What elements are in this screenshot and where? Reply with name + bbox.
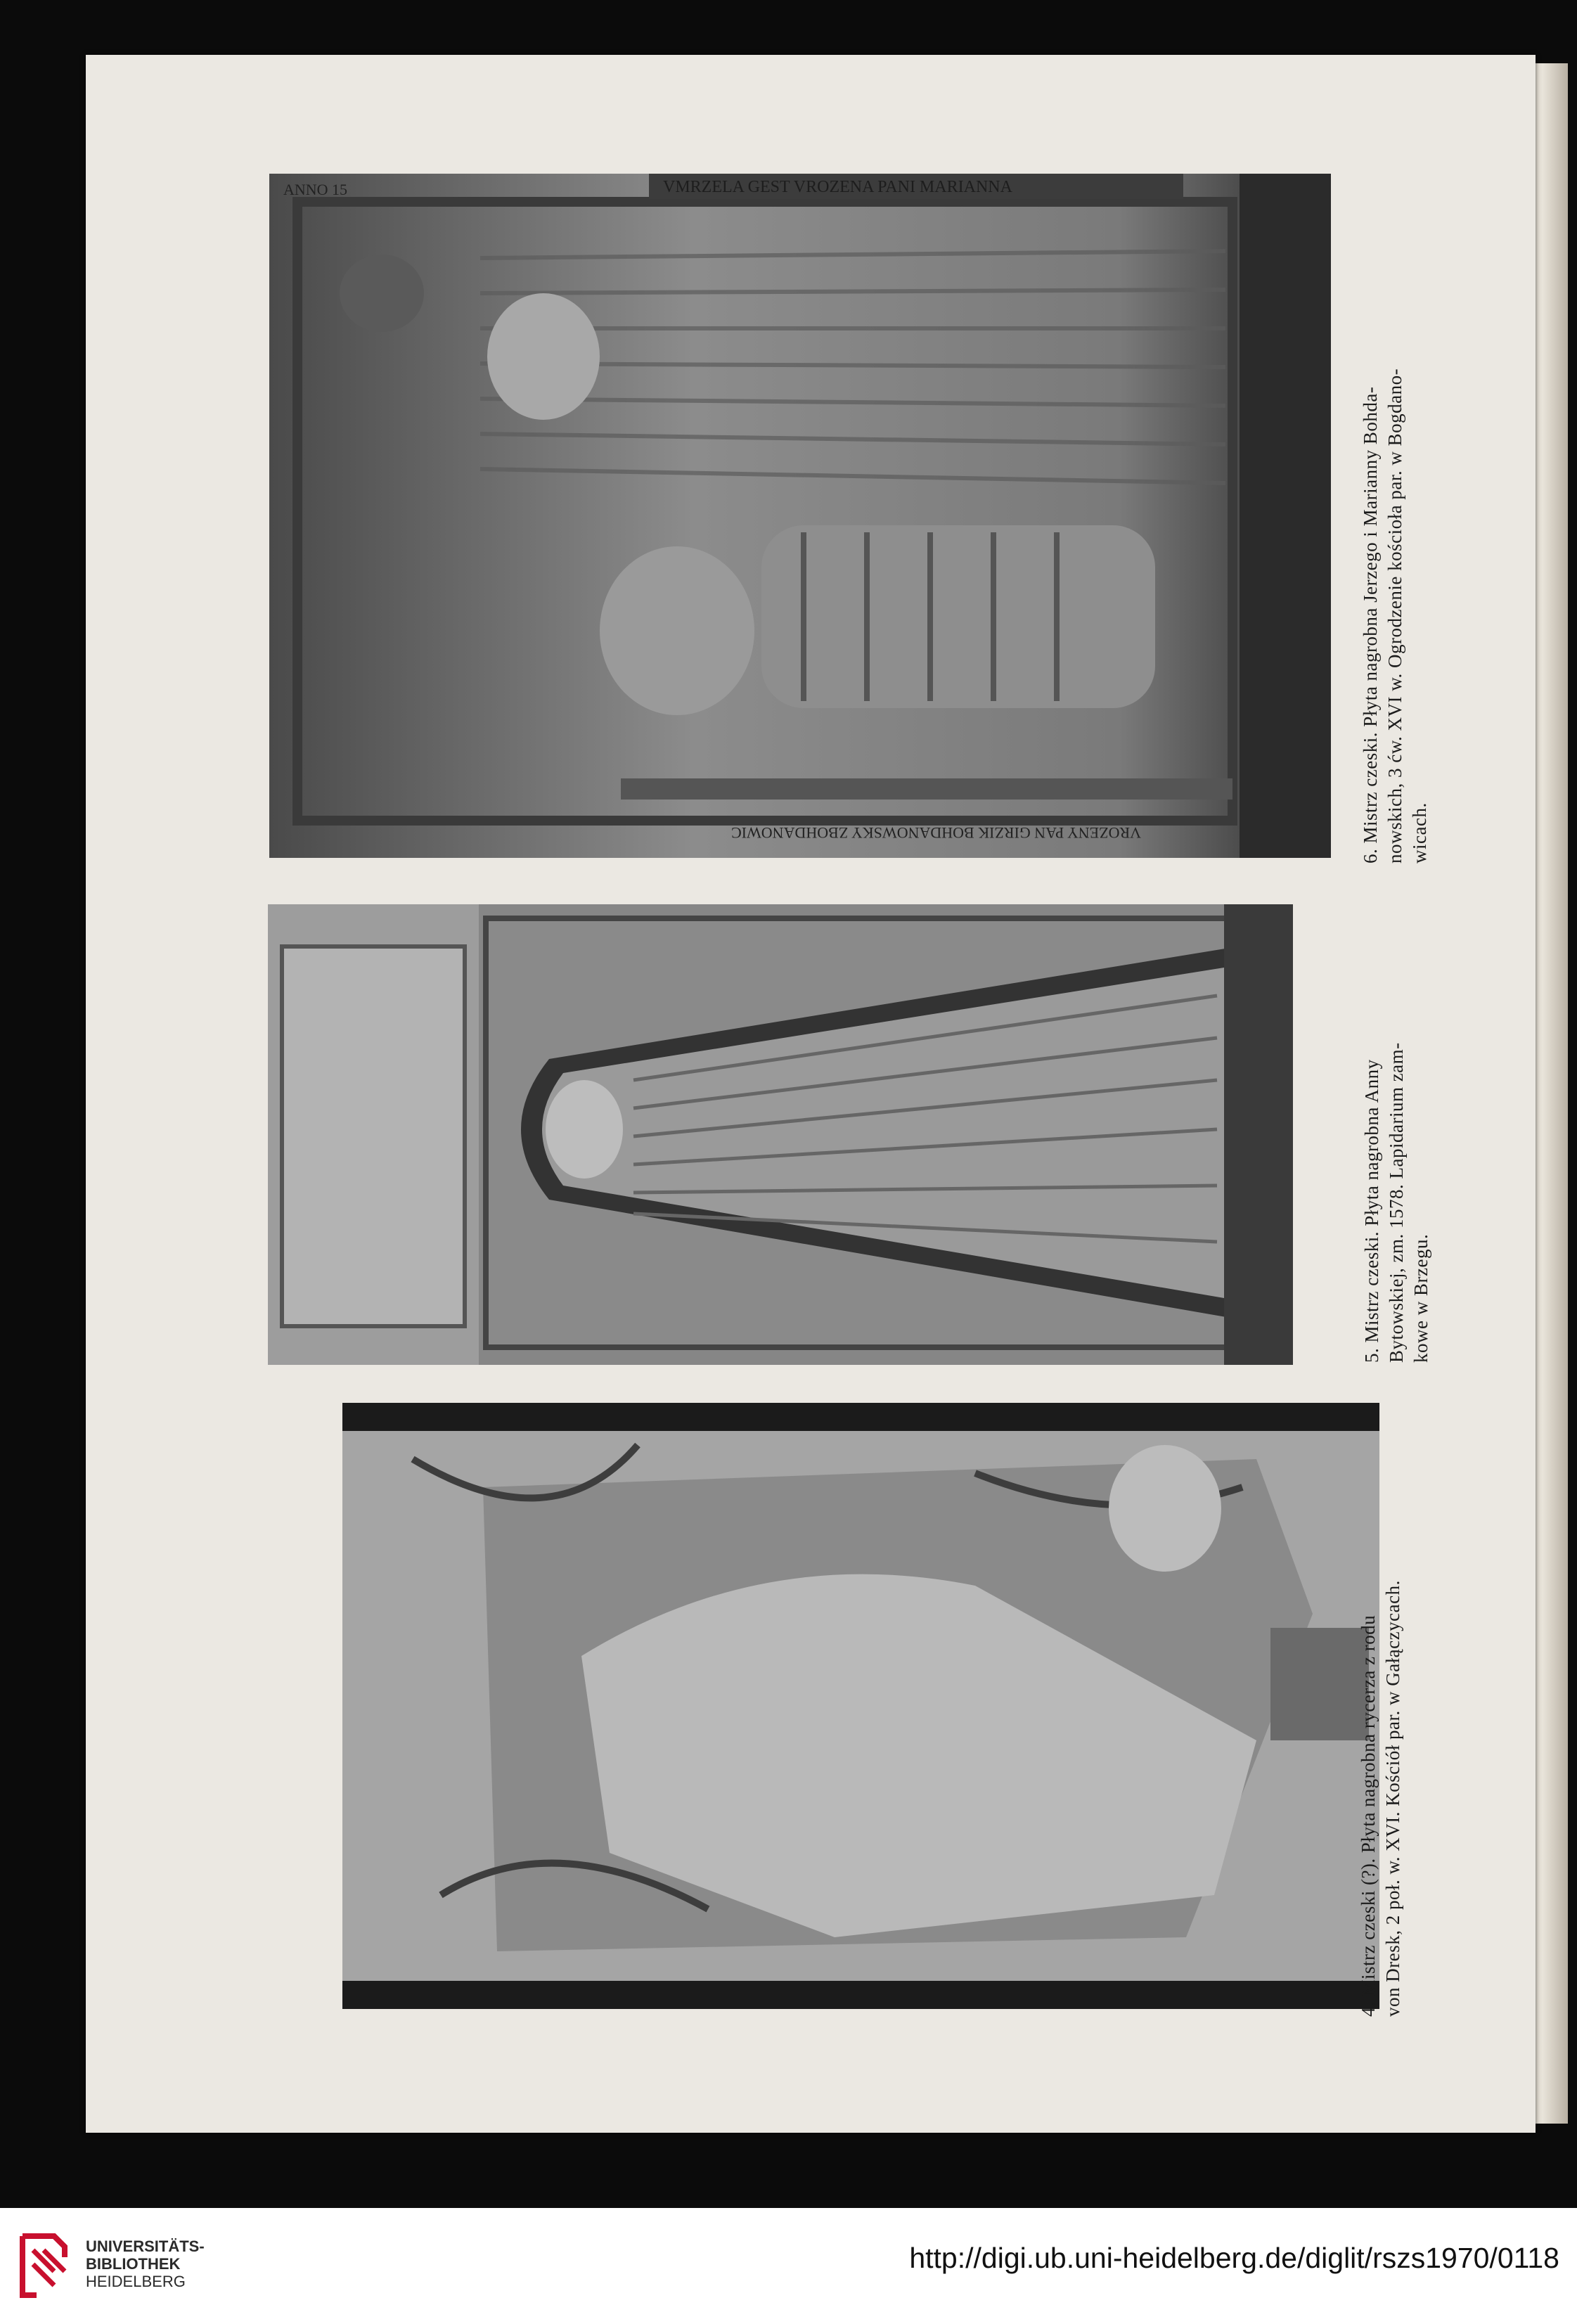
plate-4-tomb-slab-dresk [342, 1403, 1379, 2009]
plate-6-tomb-slab-bohdanowski [269, 174, 1331, 858]
caption-figure-5 [1360, 899, 1434, 1363]
caption-figure-6 [1358, 160, 1432, 864]
inscription-top: ANNO 15 [283, 181, 348, 198]
plate-5-tomb-slab-bytowska [268, 904, 1293, 1365]
caption-6-line-3: wicach. [1409, 802, 1430, 864]
caption-5-line-3: kowe w Brzegu. [1410, 1233, 1431, 1363]
caption-6-line-2: nowskich, 3 ćw. XVI w. Ogrodzenie kościoła par. w Bogdano- [1384, 368, 1405, 864]
caption-6-line-1: 6. Mistrz czeski. Płyta nagrobna Jerzego i Marianny Bohda- [1360, 386, 1381, 864]
page-url-link[interactable]: http://digi.ub.uni-heidelberg.de/diglit/rszs1970/0118 [909, 2242, 1559, 2274]
book-page [86, 55, 1536, 2133]
caption-4-line-1: 4. Mistrz czeski (?). Płyta nagrobna rycerza z rodu [1358, 1614, 1379, 2017]
library-name[interactable] [86, 2238, 205, 2290]
caption-5-line-1: 5. Mistrz czeski. Płyta nagrobna Anny [1361, 1059, 1382, 1363]
university-library-logo-icon[interactable] [15, 2229, 72, 2302]
library-name-line-3: HEIDELBERG [86, 2273, 186, 2290]
library-name-line-2: BIBLIOTHEK [86, 2255, 181, 2273]
caption-5-line-2: Bytowskiej, zm. 1578. Lapidarium zam- [1386, 1042, 1407, 1363]
library-name-line-1: UNIVERSITÄTS- [86, 2238, 205, 2255]
inscription-bottom: VROZENY PAN GIRZIK BOHDANOWSKY ZBOHDANOWIC [731, 824, 1141, 842]
inscription-band: VMRZELA GEST VROZENA PANI MARIANNA [663, 178, 1012, 196]
footer-bar [0, 2208, 1577, 2324]
caption-figure-4 [1356, 1398, 1405, 2017]
caption-4-line-2: von Dresk, 2 poł. w. XVI. Kościół par. w Gałączycach. [1382, 1580, 1403, 2017]
